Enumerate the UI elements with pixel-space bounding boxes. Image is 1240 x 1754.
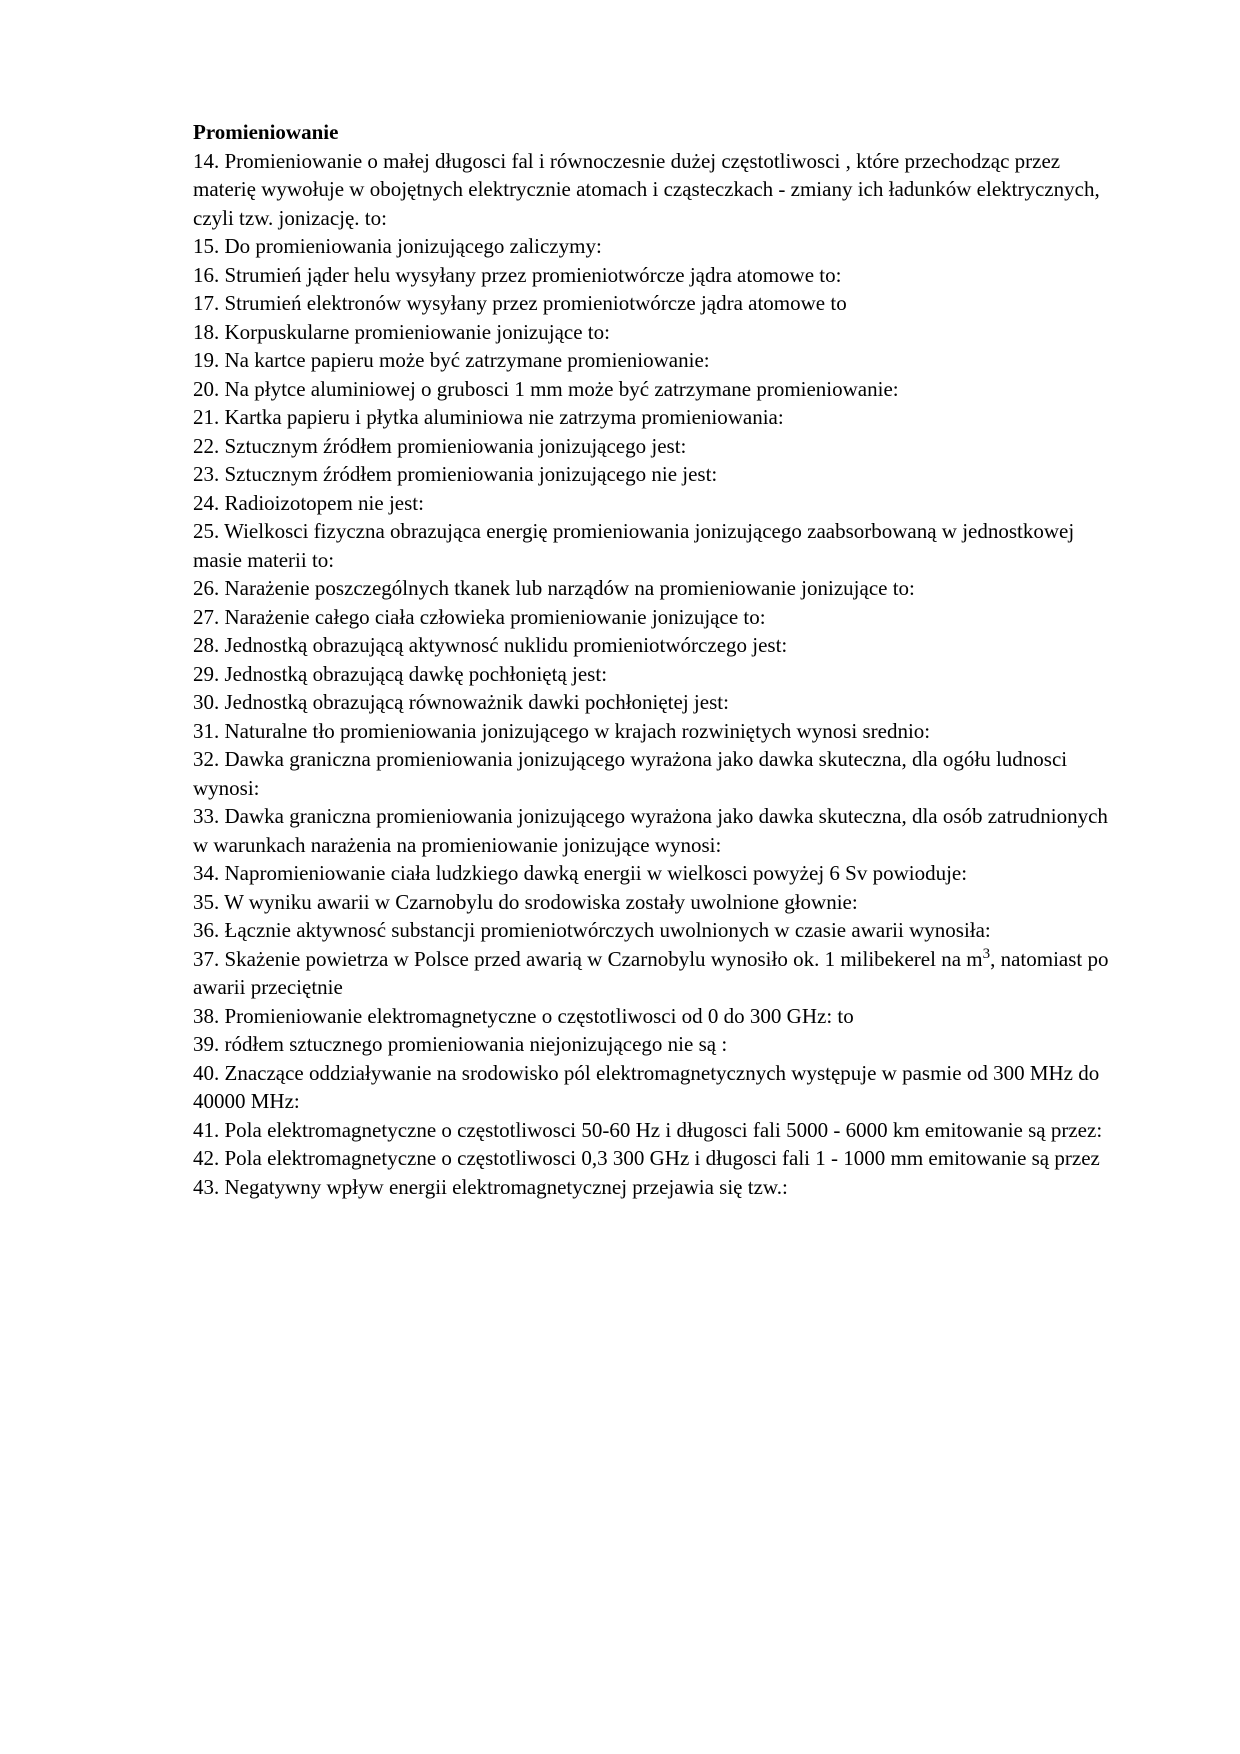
question-item-41: 41. Pola elektromagnetyczne o częstotliwosci 50-60 Hz i długosci fali 5000 - 6000 km emitowanie są przez: bbox=[193, 1117, 1103, 1142]
superscript-exponent: 3 bbox=[982, 945, 991, 962]
question-item-37-text-end: , natomiast po awarii przeciętnie bbox=[193, 946, 1109, 999]
question-item-31: 31. Naturalne tło promieniowania jonizującego w krajach rozwiniętych wynosi srednio: bbox=[193, 718, 931, 743]
question-item-17: 17. Strumień elektronów wysyłany przez promieniotwórcze jądra atomowe to bbox=[193, 291, 847, 315]
question-item-36: 36. Łącznie aktywnosć substancji promieniotwórczych uwolnionych w czasie awarii wynosiła: bbox=[193, 918, 991, 942]
question-item-29: 29. Jednostką obrazującą dawkę pochłoniętą jest: bbox=[193, 661, 608, 686]
question-item-19: 19. Na kartce papieru może być zatrzymane promieniowanie: bbox=[193, 348, 710, 372]
document-title: Promieniowanie bbox=[193, 120, 339, 144]
question-item-26: 26. Narażenie poszczególnych tkanek lub narządów na promieniowanie jonizujące to: bbox=[193, 576, 915, 600]
question-item-24: 24. Radioizotopem nie jest: bbox=[193, 490, 424, 515]
question-item-40: 40. Znaczące oddziaływanie na srodowisko pól elektromagnetycznych występuje w pasmie od 300 MHz do 40000 MHz: bbox=[193, 1060, 1100, 1113]
question-item-35: 35. W wyniku awarii w Czarnobylu do srodowiska zostały uwolnione głownie: bbox=[193, 889, 858, 914]
question-item-20: 20. Na płytce aluminiowej o grubosci 1 mm może być zatrzymane promieniowanie: bbox=[193, 376, 899, 401]
question-item-37 bbox=[193, 945, 1123, 1002]
question-item-18: 18. Korpuskularne promieniowanie jonizujące to: bbox=[193, 319, 610, 344]
question-item-27: 27. Narażenie całego ciała człowieka promieniowanie jonizujące to: bbox=[193, 604, 766, 629]
question-item-34: 34. Napromieniowanie ciała ludzkiego dawką energii w wielkosci powyżej 6 Sv powioduje: bbox=[193, 861, 968, 885]
question-item-39: 39. ródłem sztucznego promieniowania niejonizującego nie są : bbox=[193, 1032, 728, 1056]
question-item-16: 16. Strumień jąder helu wysyłany przez promieniotwórcze jądra atomowe to: bbox=[193, 262, 842, 287]
question-item-37-text: 37. Skażenie powietrza w Polsce przed awarią w Czarnobylu wynosiło ok. 1 milibekerel na m bbox=[193, 946, 983, 971]
question-item-43: 43. Negatywny wpływ energii elektromagnetycznej przejawia się tzw.: bbox=[193, 1174, 788, 1199]
question-item-21: 21. Kartka papieru i płytka aluminiowa nie zatrzyma promieniowania: bbox=[193, 405, 784, 429]
question-item-25: 25. Wielkosci fizyczna obrazująca energię promieniowania jonizującego zaabsorbowaną w jednostkowej masie materii to: bbox=[193, 519, 1075, 572]
document-page bbox=[193, 118, 1123, 1201]
question-item-33: 33. Dawka graniczna promieniowania jonizującego wyrażona jako dawka skuteczna, dla osób zatrudnionych w warunkach narażenia na promieniowanie jonizujące wynosi: bbox=[193, 804, 1108, 857]
question-item-28: 28. Jednostką obrazującą aktywnosć nuklidu promieniotwórczego jest: bbox=[193, 633, 788, 657]
question-item-30: 30. Jednostką obrazującą równoważnik dawki pochłoniętej jest: bbox=[193, 690, 729, 714]
question-item-23: 23. Sztucznym źródłem promieniowania jonizującego nie jest: bbox=[193, 462, 718, 486]
question-item-22: 22. Sztucznym źródłem promieniowania jonizującego jest: bbox=[193, 433, 687, 458]
question-item-14: 14. Promieniowanie o małej długosci fal i równoczesnie dużej częstotliwosci , które przechodząc przez materię wywołuje w obojętnych elektrycznie atomach i cząsteczkach - zmiany ich ładunków elektrycznych, czyli tzw. jonizację. to: bbox=[193, 148, 1100, 230]
question-item-42: 42. Pola elektromagnetyczne o częstotliwosci 0,3 300 GHz i długosci fali 1 - 1000 mm emitowanie są przez bbox=[193, 1146, 1100, 1170]
question-item-32: 32. Dawka graniczna promieniowania jonizującego wyrażona jako dawka skuteczna, dla ogółu ludnosci wynosi: bbox=[193, 747, 1068, 800]
question-item-38: 38. Promieniowanie elektromagnetyczne o częstotliwosci od 0 do 300 GHz: to bbox=[193, 1003, 854, 1028]
question-item-15: 15. Do promieniowania jonizującego zaliczymy: bbox=[193, 234, 602, 258]
